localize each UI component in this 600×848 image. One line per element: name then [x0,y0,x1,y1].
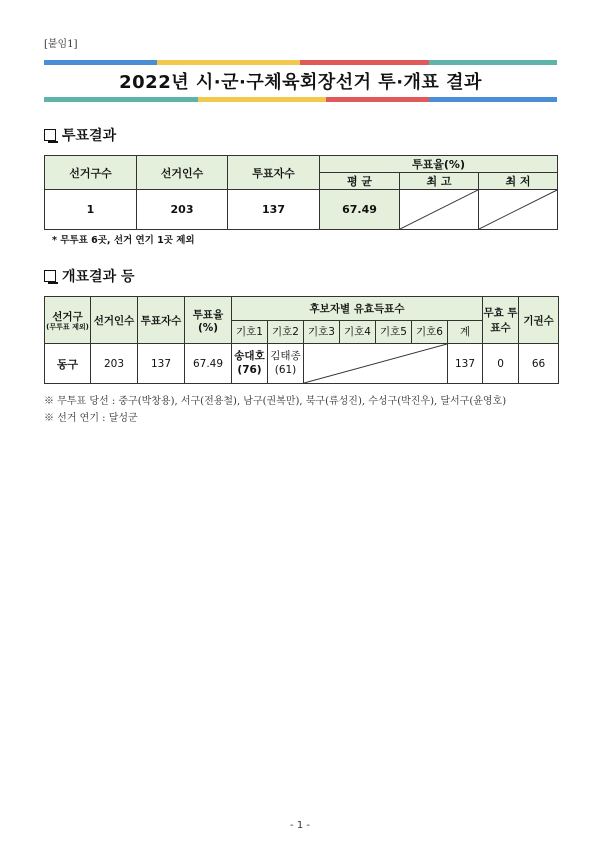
header-voters: 투표자수 [138,297,185,344]
header-district-label: 선거구 [52,310,83,323]
candidate-2-name: 김태종 [270,350,301,363]
header-turnout: 투표율(%) [320,156,558,173]
header-min: 최 저 [479,173,558,190]
attachment-label: [붙임1] [44,39,78,50]
cell-max-empty [400,190,479,230]
cell-voters: 137 [138,344,185,384]
header-turnout: 투표율(%) [185,297,232,344]
cell-district: 동구 [45,344,91,384]
counting-results-table [44,296,559,384]
header-electors: 선거인수 [91,297,138,344]
cell-avg: 67.49 [320,190,400,230]
cell-candidates-empty [304,344,448,384]
header-invalid: 무효 투표수 [483,297,519,344]
voting-results-note: * 무투표 6곳, 선거 연기 1곳 제외 [52,235,195,246]
header-candidate-2: 기호2 [268,320,304,344]
header-candidate-5: 기호5 [376,320,412,344]
cell-electors: 203 [137,190,228,230]
cell-candidate-1 [232,344,268,384]
header-district [45,297,91,344]
section-title: 투표결과 [62,128,117,144]
cell-electors: 203 [91,344,138,384]
header-candidate-6: 기호6 [412,320,448,344]
header-candidate-4: 기호4 [340,320,376,344]
title-bottom-stripe [44,97,557,102]
header-districts: 선거구수 [45,156,137,190]
counting-notes [44,393,506,427]
header-avg: 평 균 [320,173,400,190]
header-district-sub: (무투표 제외) [46,322,89,331]
candidate-2-votes: (61) [274,363,297,376]
candidate-1-name: 송대호 [234,350,265,363]
page-number: - 1 - [290,820,310,831]
header-valid-votes: 후보자별 유효득표수 [232,297,483,321]
cell-total: 137 [448,344,483,384]
section-title: 개표결과 등 [62,269,135,285]
header-electors: 선거인수 [137,156,228,190]
note-postponed: ※ 선거 연기 : 달성군 [44,413,138,424]
voting-results-table [44,155,558,230]
candidate-1-votes: (76) [237,363,262,376]
page-title: 2022년 시·군·구체육회장선거 투·개표 결과 [119,72,482,93]
header-voters: 투표자수 [228,156,320,190]
section-voting-results-heading [44,125,116,145]
cell-abstain: 66 [519,344,559,384]
header-total: 계 [448,320,483,344]
header-candidate-3: 기호3 [304,320,340,344]
header-candidate-1: 기호1 [232,320,268,344]
header-max: 최 고 [400,173,479,190]
cell-turnout: 67.49 [185,344,232,384]
cell-districts: 1 [45,190,137,230]
cell-invalid: 0 [483,344,519,384]
cell-candidate-2 [268,344,304,384]
title-banner [44,60,557,102]
note-uncontested: ※ 무투표 당선 : 중구(박창용), 서구(전용철), 남구(권복만), 북구(류성진), 수성구(박진우), 달서구(윤영호) [44,396,507,407]
checkbox-bullet-icon [44,129,56,141]
cell-voters: 137 [228,190,320,230]
header-abstain: 기권수 [519,297,559,344]
checkbox-bullet-icon [44,270,56,282]
cell-min-empty [479,190,558,230]
section-counting-results-heading [44,266,135,286]
